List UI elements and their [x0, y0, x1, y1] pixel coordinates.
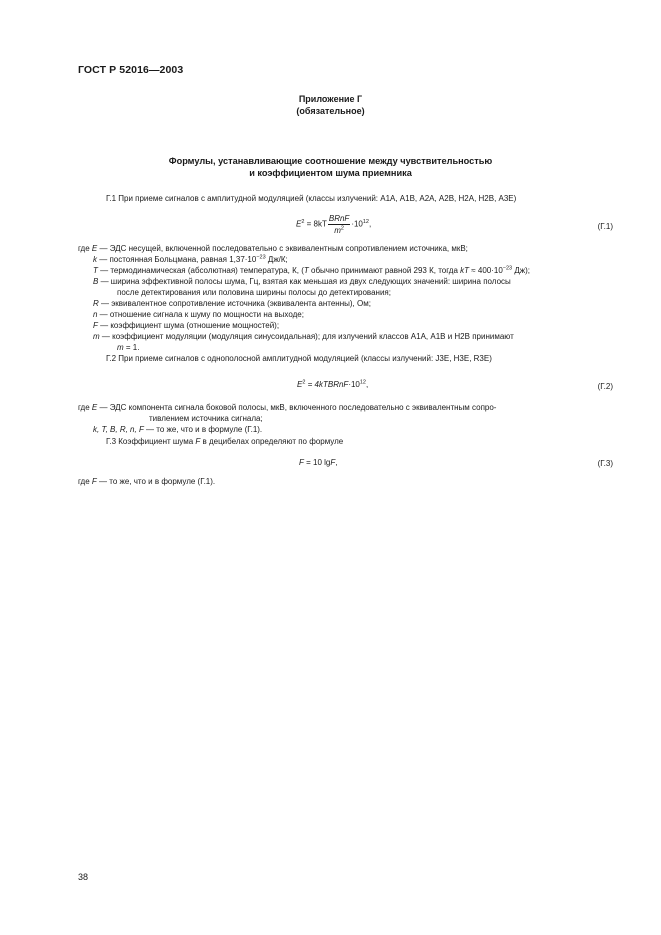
appendix-heading — [0, 93, 661, 117]
formula-g1-lhs-exp: 2 — [301, 218, 305, 225]
appendix-label: Приложение Г — [298, 94, 363, 104]
def-f-3: где F — то же, что и в формуле (Г.1). — [78, 477, 216, 486]
section-title-line-2: и коэффициентом шума приемника — [249, 168, 412, 178]
def-rest-2: k, T, B, R, n, F — то же, что и в формуле (Г.1). — [93, 425, 263, 434]
formula-g1-denominator: m — [334, 226, 341, 235]
clause-g2-intro: Г.2 При приеме сигналов с однополосной амплитудной модуляцией (классы излучений: J3E, H3E, R3E) — [106, 354, 492, 363]
clause-g1-intro: Г.1 При приеме сигналов с амплитудной модуляцией (классы излучений: А1А, А1В, А2А, А2В, Н2А, Н2В, А3Е) — [106, 194, 517, 203]
section-title-line-1: Формулы, устанавливающие соотношение между чувствительностью — [168, 156, 493, 166]
equation-number-g1: (Г.1) — [597, 222, 613, 231]
formula-g1-end: , — [369, 219, 372, 229]
def-e-1: где E — ЭДС несущей, включенной последовательно с эквивалентным сопротивлением источника, мкВ; — [78, 244, 468, 253]
formula-g1 — [296, 214, 371, 235]
def-k: k — постоянная Больцмана, равная $1,37\cdot 10^{-23}$ Дж/К; — [93, 254, 288, 264]
formula-g1-mid: = 8kT — [304, 219, 327, 229]
formula-g2 — [297, 380, 368, 390]
formula-g3-mid: = 10 lg — [303, 458, 331, 467]
formula-g2-tail: ·10 — [348, 380, 360, 389]
def-m: m — коэффициент модуляции (модуляция синусоидальная); для излучений классов А1А, А1В и Н2В принимают — [93, 332, 514, 341]
def-r: R — эквивалентное сопротивление источника (эквивалента антенны), Ом; — [93, 299, 371, 308]
def-m-continued: m = 1. — [117, 343, 140, 352]
def-n: n — отношение сигнала к шуму по мощности на выходе; — [93, 310, 304, 319]
formula-g1-tail-exp: 12 — [362, 218, 369, 225]
appendix-status: (обязательное) — [296, 106, 365, 116]
formula-g1-tail: ·10 — [351, 219, 363, 229]
formula-g2-lhs-exp: 2 — [302, 379, 306, 386]
formula-g3-end: , — [335, 458, 338, 467]
def-b: B — ширина эффективной полосы шума, Гц, взятая как меньшая из двух следующих значений: ширина полосы — [93, 277, 511, 286]
formula-g3 — [299, 458, 337, 468]
document-code: ГОСТ Р 52016—2003 — [78, 64, 184, 76]
formula-g1-lhs: E — [296, 219, 302, 229]
formula-g2-lhs: E — [297, 380, 303, 389]
def-f: F — коэффициент шума (отношение мощностей); — [93, 321, 280, 330]
def-t: T — термодинамическая (абсолютная) температура, К, (T обычно принимают равной 293 К, тогда kT ≈ $400\cdot 10^{-23}$ Дж); — [93, 265, 531, 275]
equation-number-g3: (Г.3) — [597, 459, 613, 468]
page-number: 38 — [78, 872, 89, 882]
formula-g1-fraction — [328, 214, 350, 235]
equation-number-g2: (Г.2) — [597, 382, 613, 391]
formula-g3-sym: F — [330, 458, 336, 467]
clause-g3-intro: Г.3 Коэффициент шума F в децибелах определяют по формуле — [106, 437, 344, 446]
def-b-continued: после детектирования или половина ширины полосы до детектирования; — [117, 288, 391, 297]
def-e-2-continued: тивлением источника сигнала; — [149, 414, 263, 423]
formula-g2-tail-exp: 12 — [359, 379, 366, 386]
formula-g1-denominator-exp: 2 — [340, 225, 344, 232]
formula-g3-lhs: F — [299, 458, 304, 467]
def-e-2: где E — ЭДС компонента сигнала боковой полосы, мкВ, включенного последовательно с эквивалентным сопро- — [78, 403, 497, 412]
formula-g2-mid: = 4kTBRnF — [305, 380, 349, 389]
section-title — [0, 155, 661, 179]
formula-g2-end: , — [366, 380, 369, 389]
formula-g1-numerator: BRnF — [328, 214, 350, 223]
